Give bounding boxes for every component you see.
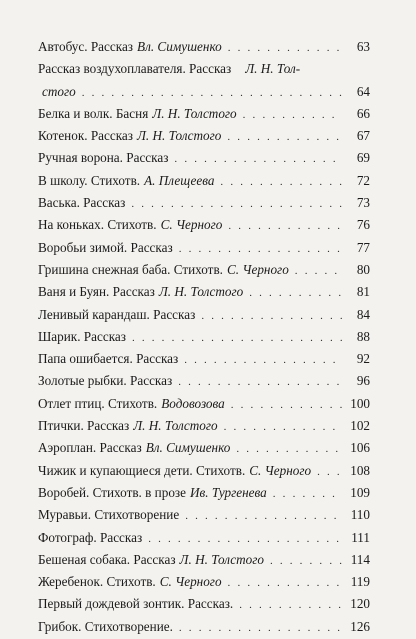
toc-entry-author: Л. Н. Толстого: [179, 551, 264, 567]
toc-entry-page: 69: [356, 150, 370, 166]
dot-leader: [148, 528, 342, 550]
toc-entry-page: 100: [350, 395, 370, 411]
toc-entry: [38, 36, 370, 58]
dot-leader: [179, 617, 342, 639]
toc-entry-author: Л. Н. Толстого: [133, 418, 218, 434]
toc-entry: [38, 125, 370, 147]
toc-entry-title: Ленивый карандаш. Рассказ: [38, 306, 196, 322]
toc-entry-title: Золотые рыбки. Рассказ: [38, 373, 173, 389]
toc-entry: [38, 504, 370, 526]
dot-leader: [220, 171, 342, 193]
dot-leader: [228, 37, 342, 59]
dot-leader: [249, 282, 342, 304]
toc-entry-page: 111: [351, 529, 370, 545]
dot-leader: [224, 416, 342, 438]
toc-entry: [38, 281, 370, 303]
toc-entry-title: Шарик. Рассказ: [38, 328, 126, 344]
toc-entry-title: Птички. Рассказ: [38, 418, 130, 434]
dot-leader: [273, 483, 342, 505]
toc-entry-page: 126: [350, 618, 370, 634]
toc-entry: [38, 593, 370, 615]
toc-entry-title: Ваня и Буян. Рассказ: [38, 284, 155, 300]
toc-entry-title: Первый дождевой зонтик. Рассказ.: [38, 596, 234, 612]
toc-entry-author: Ив. Тургенева: [190, 484, 267, 500]
dot-leader: [174, 148, 342, 170]
toc-entry-page: 102: [350, 418, 370, 434]
dot-leader: [239, 594, 342, 616]
dot-leader: [201, 305, 342, 327]
toc-entry: [38, 571, 370, 593]
toc-entry-page: 114: [350, 551, 370, 567]
toc-entry-title: Грибок. Стихотворение.: [38, 618, 173, 634]
toc-entry-author: Вл. Симушенко: [145, 440, 231, 456]
toc-entry-page: 109: [350, 484, 370, 500]
dot-leader: [131, 193, 342, 215]
toc-entry-title: Воробьи зимой. Рассказ: [38, 239, 173, 255]
toc-entry-title: Аэроплан. Рассказ: [38, 440, 142, 456]
toc-entry-title: На коньках. Стихотв.: [38, 217, 157, 233]
toc-entry-title: Бешеная собака. Рассказ: [38, 551, 176, 567]
toc-entry-author: С. Черного: [159, 574, 222, 590]
toc-entry-page: 81: [356, 284, 370, 300]
toc-entry-title: Папа ошибается. Рассказ: [38, 351, 179, 367]
toc-entry-title: Жеребенок. Стихотв.: [38, 574, 156, 590]
table-of-contents: [38, 36, 370, 638]
dot-leader: [270, 550, 342, 572]
dot-leader: [236, 438, 342, 460]
dot-leader: [317, 461, 342, 483]
toc-entry-title: Чижик и купающиеся дети. Стихотв.: [38, 462, 246, 478]
toc-entry-page: 64: [356, 83, 370, 99]
toc-entry-page: 120: [350, 596, 370, 612]
toc-entry-page: 80: [356, 261, 370, 277]
toc-entry-page: 84: [356, 306, 370, 322]
toc-entry: [38, 370, 370, 392]
toc-entry: [38, 58, 370, 103]
toc-entry-title: Гришина снежная баба. Стихотв.: [38, 261, 223, 277]
dot-leader: [184, 349, 342, 371]
toc-entry-title: Васька. Рассказ: [38, 195, 126, 211]
dot-leader: [231, 394, 342, 416]
toc-entry: [38, 192, 370, 214]
toc-entry: [38, 147, 370, 169]
toc-entry-page: 108: [350, 462, 370, 478]
toc-entry: [38, 326, 370, 348]
toc-entry: [38, 549, 370, 571]
dot-leader: [228, 572, 342, 594]
toc-entry-title: Воробей. Стихотв. в прозе: [38, 484, 186, 500]
toc-entry-title: Ручная ворона. Рассказ: [38, 150, 169, 166]
toc-entry: [38, 348, 370, 370]
toc-entry-author: Л. Н. Толстого: [158, 284, 244, 300]
dot-leader: [178, 371, 342, 393]
toc-entry-title: Котенок. Рассказ: [38, 128, 133, 144]
toc-entry-title: В школу. Стихотв.: [38, 172, 141, 188]
toc-entry-page: 119: [350, 574, 370, 590]
toc-entry-page: 77: [356, 239, 370, 255]
toc-entry-title: Фотограф. Рассказ: [38, 529, 143, 545]
dot-leader: [132, 327, 342, 349]
toc-entry-author: С. Черного: [249, 462, 312, 478]
toc-entry-title: Белка и волк. Басня: [38, 105, 149, 121]
toc-entry-page: 110: [350, 507, 370, 523]
toc-entry: [38, 527, 370, 549]
toc-entry-page: 76: [356, 217, 370, 233]
dot-leader: [227, 126, 342, 148]
toc-entry-page: 72: [356, 172, 370, 188]
toc-entry: [38, 214, 370, 236]
toc-entry-author: С. Черного: [160, 217, 223, 233]
toc-entry-title: Муравьи. Стихотворение: [38, 507, 180, 523]
toc-entry-page: 106: [350, 440, 370, 456]
toc-entry-title: Отлет птиц. Стихотв.: [38, 395, 158, 411]
toc-entry: [38, 393, 370, 415]
toc-entry: [38, 304, 370, 326]
toc-entry-author-continued: стого: [42, 83, 76, 99]
toc-entry-title: Автобус. Рассказ: [38, 39, 134, 54]
dot-leader: [243, 104, 342, 126]
toc-entry: [38, 415, 370, 437]
dot-leader: [185, 505, 342, 527]
toc-entry-author: Водовозова: [161, 395, 225, 411]
toc-entry-author: Л. Н. Толстого: [152, 105, 237, 121]
toc-entry: [38, 237, 370, 259]
dot-leader: [179, 238, 342, 260]
dot-leader: [228, 215, 342, 237]
toc-entry-author: А. Плещеева: [144, 172, 215, 188]
dot-leader: [82, 82, 342, 104]
toc-entry-page: 73: [356, 195, 370, 211]
toc-entry-author: Л. Н. Толстого: [137, 128, 222, 144]
toc-entry-page: 63: [356, 39, 370, 54]
toc-entry: [38, 460, 370, 482]
toc-entry-page: 96: [356, 373, 370, 389]
toc-entry-page: 66: [356, 105, 370, 121]
toc-entry: [38, 259, 370, 281]
toc-entry: [38, 103, 370, 125]
toc-entry: [38, 170, 370, 192]
toc-entry-page: 67: [356, 128, 370, 144]
dot-leader: [295, 260, 342, 282]
toc-entry-title: Рассказ воздухоплавателя. Рассказ: [38, 61, 232, 77]
toc-entry-author: С. Черного: [226, 261, 289, 277]
toc-entry: [38, 482, 370, 504]
toc-entry: [38, 437, 370, 459]
toc-entry-page: 92: [356, 351, 370, 367]
toc-entry-page: 88: [356, 328, 370, 344]
toc-entry-author: Вл. Симушенко: [137, 39, 222, 54]
toc-entry: [38, 616, 370, 638]
toc-entry-author: Л. Н. Тол-: [245, 61, 301, 77]
